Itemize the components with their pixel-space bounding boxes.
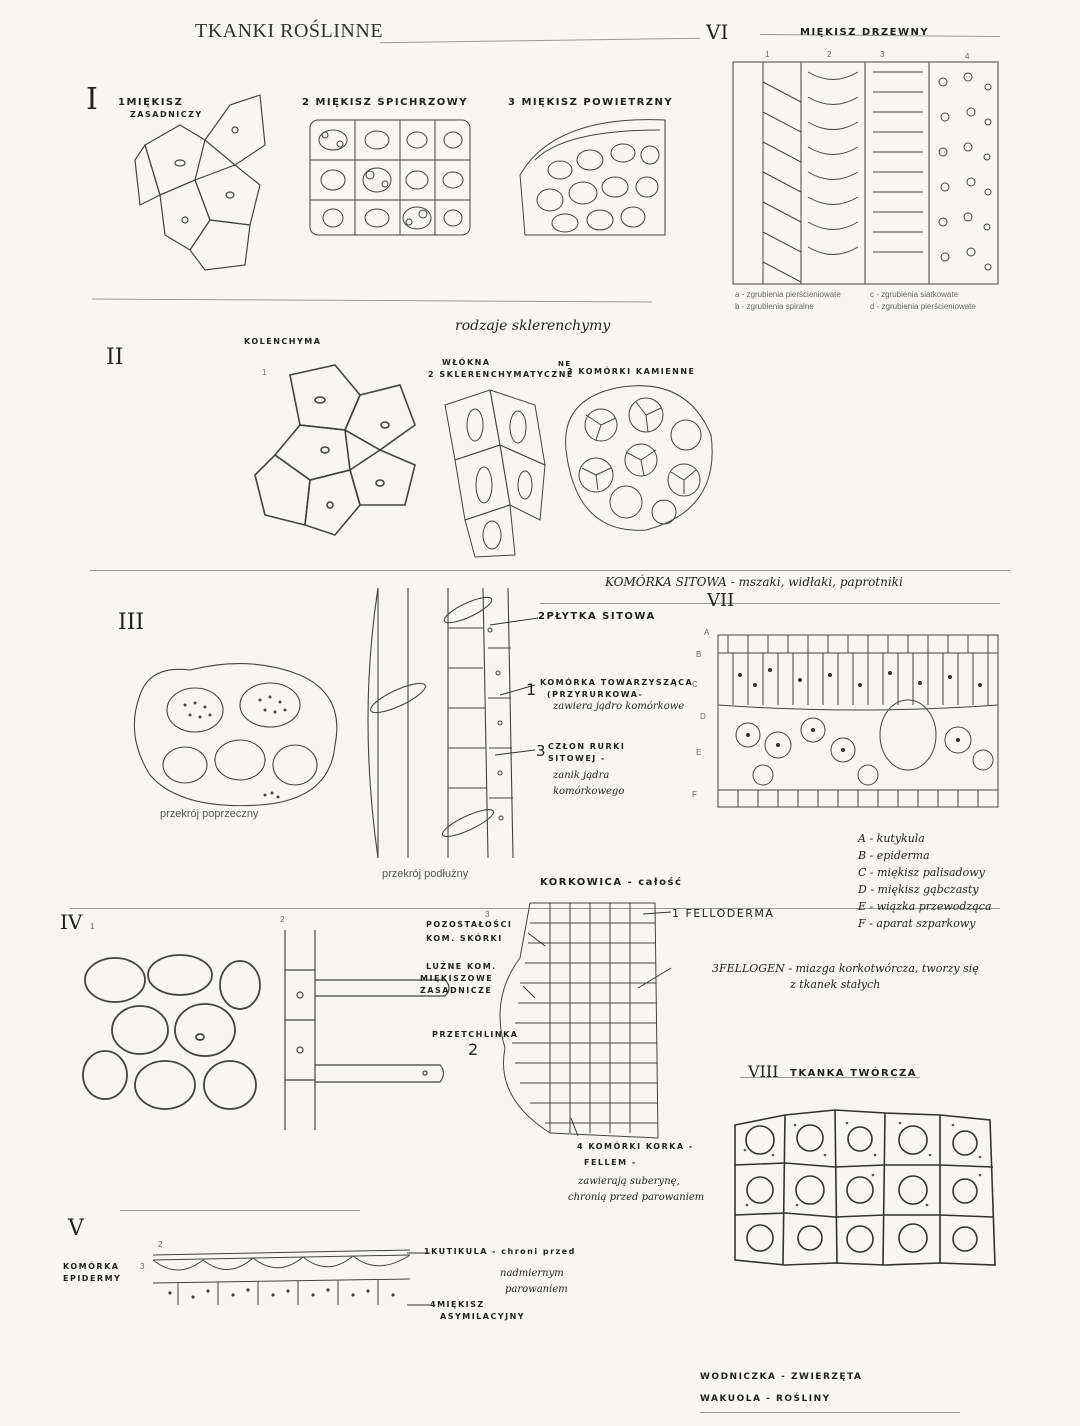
label-pozostalosci: POZOSTAŁOŚCI (426, 920, 513, 929)
xylem-num-1: 1 (765, 50, 770, 59)
xylem-legend-d: d - zgrubienia pierścieniowate (870, 302, 976, 311)
label-num-1-towarzyszaca: 1 (526, 680, 538, 699)
leaf-cross-section-drawing (718, 635, 998, 807)
root-hairs-drawing (275, 930, 455, 1130)
label-sitowej: SITOWEJ - (548, 754, 606, 763)
label-sklerenchymatyczne: 2 SKLERENCHYMATYCZNE (428, 370, 574, 379)
label-miekiszowe: MIĘKISZOWE (420, 974, 494, 983)
xylem-num-2: 2 (827, 50, 832, 59)
meristem-drawing (725, 1105, 1000, 1270)
leaf-label-b: B (696, 650, 702, 659)
leaf-legend-f: F - aparat szparkowy (858, 917, 976, 930)
label-przyrurkowa: (PRZYRURKOWA- (547, 690, 644, 699)
label-fellogen: 3FELLOGEN - miazga korkotwórcza, tworzy się (712, 962, 979, 975)
label-nadmiernym: nadmiernym (500, 1268, 564, 1279)
leaf-label-c: C (692, 680, 698, 689)
iv-num-1: 1 (90, 922, 95, 931)
storage-parenchyma-drawing (305, 110, 475, 240)
xylem-legend-c: c - zgrubienia siatkowate (870, 290, 959, 299)
leaf-legend-c: C - miękisz palisadowy (858, 866, 985, 879)
label-zanik-jadra: zanik jądra (553, 770, 610, 781)
label-tkanka-tworcza: TKANKA TWÓRCZA (790, 1068, 918, 1079)
label-zasadnicze: ZASADNICZE (420, 986, 493, 995)
stone-cells-drawing (556, 380, 721, 535)
label-przetchlinka-num: 2 (468, 1040, 480, 1059)
parenchyma-drawing (135, 85, 270, 275)
iv-num-2: 2 (280, 915, 285, 924)
label-parowaniem: parowaniem (505, 1284, 568, 1295)
leaf-legend-d: D - miękisz gąbczasty (858, 883, 979, 896)
label-kolenchyma: KOLENCHYMA (244, 337, 322, 346)
label-epidermy: EPIDERMY (63, 1274, 122, 1283)
leaf-label-d: D (700, 712, 706, 721)
label-felloderma: 1 FELLODERMA (672, 907, 775, 920)
label-komorki-korka: 4 KOMÓRKI KORKA - (577, 1142, 694, 1151)
divider-rule (380, 38, 700, 43)
label-komorka-towarzyszaca: KOMÓRKA TOWARZYSZĄCA (540, 678, 694, 687)
label-plytka-sitowa: 2PŁYTKA SITOWA (538, 611, 656, 622)
label-miekisz-asymilacyjny: 4MIĘKISZ (430, 1300, 485, 1309)
label-z-tkanek-stalych: z tkanek stałych (790, 978, 881, 991)
label-komorka-sitowa-note: KOMÓRKA SITOWA - mszaki, widłaki, paprotniki (605, 575, 903, 589)
leaf-label-f: F (692, 790, 697, 799)
footer-wodniczka: WODNICZKA - ZWIERZĘTA (700, 1372, 863, 1382)
cork-leader-lines (523, 908, 673, 1138)
xylem-num-3: 3 (880, 50, 885, 59)
label-fellem: FELLEM - (584, 1158, 637, 1167)
label-wlokna: WŁÓKNA (442, 358, 491, 367)
label-zasadniczy: ZASADNICZY (130, 110, 203, 119)
label-miekisz-zasadniczy: 1MIĘKISZ (118, 97, 184, 108)
label-num-3-czlon: 3 (536, 742, 548, 760)
section-numeral-5: V (68, 1216, 84, 1241)
label-luzne-kom: LUŹNE KOM. (426, 962, 497, 971)
label-miekisz-powietrzny: 3 MIĘKISZ POWIETRZNY (508, 97, 674, 108)
xylem-legend-a: a - zgrubienia pierścieniowate (735, 290, 841, 299)
divider-rule (120, 1210, 360, 1211)
label-komorki-kamienne: 3 KOMÓRKI KAMIENNE (567, 367, 696, 376)
divider-rule (700, 1412, 960, 1413)
section-numeral-4: IV (60, 910, 83, 934)
label-komorka-epidermy: KOMÓRKA (63, 1262, 120, 1271)
label-chronia-przed-parowaniem: chronią przed parowaniem (568, 1192, 705, 1203)
xylem-legend-b: b - zgrubienia spiralne (735, 302, 814, 311)
leaf-legend-e: E - wiązka przewodząca (858, 900, 992, 913)
label-kom-skorki: KOM. SKÓRKI (426, 934, 503, 943)
label-przekroj-poprzeczny: przekrój poprzeczny (160, 808, 259, 820)
label-czlon-rurki: CZŁON RURKI (548, 742, 626, 751)
label-rodzaje-sklerenchymy: rodzaje sklerenchymy (455, 318, 611, 334)
label-korkowica: KORKOWICA - całość (540, 877, 683, 888)
leaf-label-e: E (696, 748, 702, 757)
label-zawiera-jadro: zawiera jądro komórkowe (553, 701, 685, 712)
leaf-legend-b: B - epiderma (858, 849, 930, 862)
label-miekisz-spichrzowy: 2 MIĘKISZ SPICHRZOWY (302, 97, 469, 108)
xylem-num-4: 4 (965, 52, 970, 61)
section-numeral-7: VII (707, 590, 735, 611)
phloem-cross-section-drawing (130, 655, 345, 810)
label-komorkowego: komórkowego (553, 786, 625, 797)
divider-rule (92, 299, 652, 303)
epidermis-cells-drawing (80, 955, 260, 1115)
section-numeral-6: VI (706, 20, 729, 44)
collenchyma-drawing (250, 355, 420, 540)
label-miekisz-drzewny: MIĘKISZ DRZEWNY (800, 27, 930, 38)
label-ne: NE (558, 360, 572, 368)
sclerenchyma-fibers-drawing (440, 385, 550, 560)
section-numeral-1: I (86, 82, 98, 117)
divider-rule (90, 570, 1010, 571)
section-numeral-3: III (118, 610, 145, 635)
v-num-3: 3 (140, 1262, 145, 1271)
label-kutikula: 1KUTIKULA - chroni przed (424, 1247, 576, 1256)
label-przetchlinka: PRZETCHLINKA (432, 1030, 519, 1039)
aerenchyma-drawing (515, 115, 670, 240)
footer-wakuola: WAKUOLA - ROŚLINY (700, 1394, 831, 1404)
section-numeral-8: VIII (748, 1062, 779, 1081)
label-przekroj-podluzny: przekrój podłużny (382, 868, 469, 880)
kolenchyma-num-1: 1 (262, 368, 267, 377)
epidermis-leaf-drawing (148, 1245, 413, 1310)
section-numeral-2: II (106, 345, 124, 370)
label-asymilacyjny: ASYMILACYJNY (440, 1312, 526, 1321)
v-num-2: 2 (158, 1240, 163, 1249)
iv-num-3: 3 (485, 910, 490, 919)
leaf-legend-a: A - kutykula (858, 832, 925, 845)
leaf-label-a: A (704, 628, 710, 637)
divider-rule (540, 603, 1000, 604)
page-title: TKANKI ROŚLINNE (195, 20, 384, 42)
xylem-vessels-drawing (733, 62, 998, 284)
label-zawieraja-suberyne: zawierają suberynę, (578, 1176, 680, 1187)
